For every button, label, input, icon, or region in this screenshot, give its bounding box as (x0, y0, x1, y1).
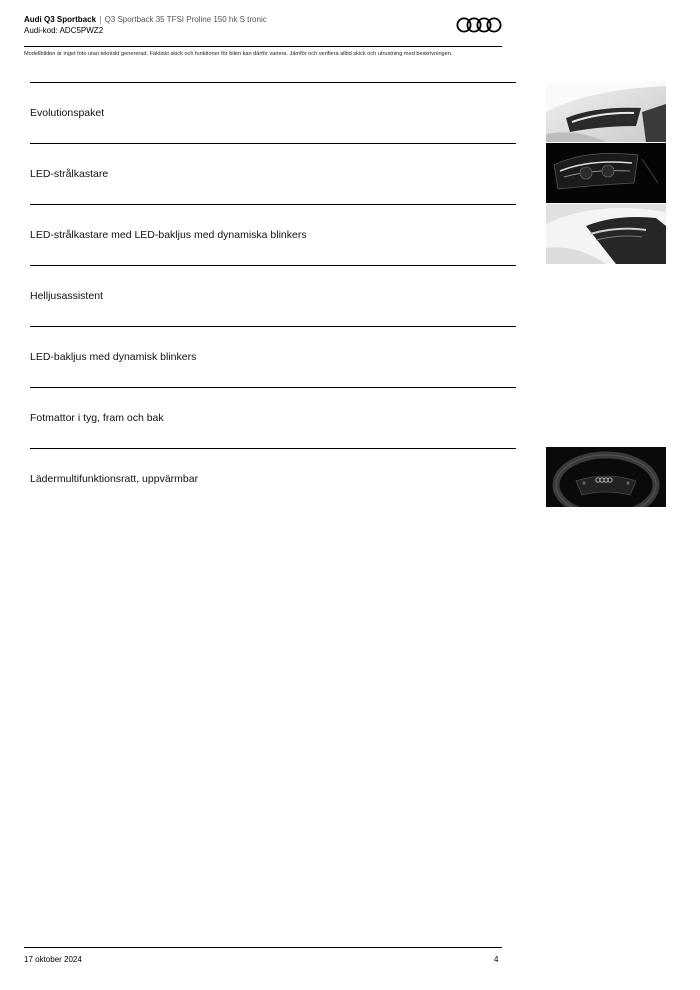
footer-divider (24, 947, 502, 948)
equipment-label: LED-bakljus med dynamisk blinkers (30, 351, 197, 363)
vehicle-title (24, 15, 502, 25)
page-number: 4 (494, 955, 499, 964)
equipment-label: Lädermultifunktionsratt, uppvärmbar (30, 473, 199, 485)
equipment-item (30, 82, 516, 143)
equipment-label: LED-strålkastare med LED-bakljus med dynamiska blinkers (30, 229, 307, 241)
vehicle-variant: Q3 Sportback 35 TFSI Proline 150 hk S tronic (104, 15, 267, 24)
equipment-item (30, 143, 516, 204)
audi-code: Audi-kod: ADC5PWZ2 (24, 26, 104, 35)
steering-wheel-image (546, 447, 666, 507)
document-header (24, 15, 502, 36)
headlight-night-image (546, 143, 666, 203)
audi-rings-logo-icon (456, 17, 502, 38)
equipment-label: Evolutionspaket (30, 107, 105, 119)
equipment-list (30, 82, 516, 509)
footer-date: 17 oktober 2024 (24, 955, 82, 964)
headlight-daylight-image (546, 82, 666, 142)
headlight-closeup-image (546, 204, 666, 264)
header-divider (24, 46, 502, 47)
equipment-label: Fotmattor i tyg, fram och bak (30, 412, 164, 424)
equipment-item (30, 326, 516, 387)
equipment-item (30, 204, 516, 265)
title-separator: | (99, 15, 102, 24)
equipment-item (30, 448, 516, 509)
equipment-item (30, 265, 516, 326)
equipment-label: Helljusassistent (30, 290, 103, 302)
disclaimer-text: Modellbilden är inget foto utan tekniskt genererad. Faktiskt skick och funktioner för bilen kan därför variera. Jämför och verifiera alltid skick och utrustning med beskrivningen. (24, 51, 453, 57)
equipment-label: LED-strålkastare (30, 168, 109, 180)
brand-model: Audi Q3 Sportback (24, 15, 97, 24)
equipment-item (30, 387, 516, 448)
